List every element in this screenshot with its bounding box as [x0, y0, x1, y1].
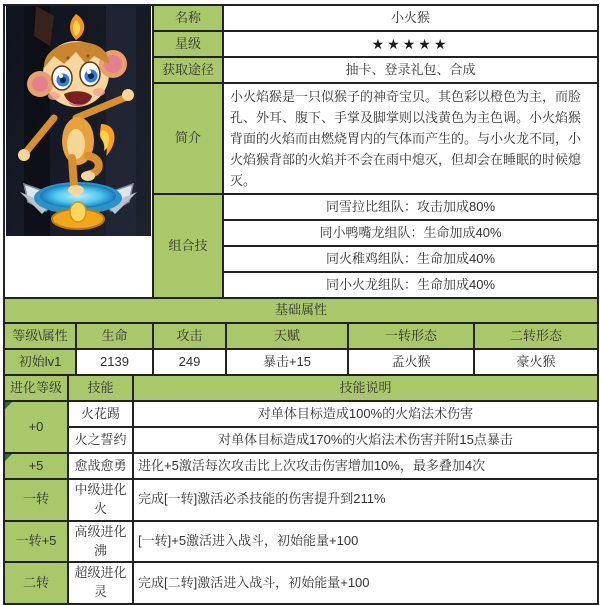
combo-item: 同火稚鸡组队：生命加成40% [223, 246, 598, 272]
intro-text: 小火焰猴是一只似猴子的神奇宝贝。其色彩以橙色为主，而脸孔、外耳、腹下、手掌及脚掌则以浅黄色为主色调。小火焰猴背面的火焰而由燃烧胃内的气体而产生的。与小火龙不同，小火焰猴背部的火焰并不会在雨中熄灭，但却会在睡眠的时候熄灭。 [223, 83, 598, 194]
skill-description: 对单体目标造成100%的火焰法术伤害 [133, 401, 598, 427]
info-table [3, 4, 599, 299]
star-rating-label: 星级 [153, 31, 223, 57]
table-row [4, 349, 598, 375]
evolution-level-cell: 一转+5 [4, 521, 68, 563]
comment-marker-icon [5, 454, 12, 461]
evo1-form-value: 孟火猴 [348, 349, 474, 375]
skill-description: 完成[一转]激活必杀技能的伤害提升到211% [133, 479, 598, 521]
column-header-evo2-form: 二转形态 [474, 323, 598, 349]
combo-label: 组合技 [153, 194, 223, 298]
skill-name: 火之誓约 [68, 427, 133, 453]
acquisition-value: 抽卡、登录礼包、合成 [223, 57, 598, 83]
evolution-level-cell: +0 [4, 401, 68, 453]
combo-item: 同小鸭嘴龙组队：生命加成40% [223, 220, 598, 246]
table-row [4, 453, 598, 479]
comment-marker-icon [5, 402, 12, 409]
skill-description: [一转]+5激活进入战斗，初始能量+100 [133, 521, 598, 563]
skill-description: 完成[二转]激活进入战斗，初始能量+100 [133, 562, 598, 604]
column-header-hp: 生命 [76, 323, 153, 349]
evolution-level-cell: 二转 [4, 562, 68, 604]
skill-name: 愈战愈勇 [68, 453, 133, 479]
character-info-sheet [3, 4, 597, 605]
level-cell: 初始lv1 [4, 349, 76, 375]
intro-label: 简介 [153, 83, 223, 194]
column-header-evo1-form: 一转形态 [348, 323, 474, 349]
skill-name: 超级进化灵 [68, 562, 133, 604]
base-attributes-title: 基础属性 [4, 298, 598, 323]
table-row [4, 562, 598, 604]
column-header-skill-description: 技能说明 [133, 375, 598, 401]
name-value: 小火猴 [223, 5, 598, 31]
table-row [4, 479, 598, 521]
skill-description: 对单体目标造成170%的火焰法术伤害并附15点暴击 [133, 427, 598, 453]
table-row [4, 401, 598, 427]
character-image-cell [4, 5, 153, 298]
hp-value: 2139 [76, 349, 153, 375]
base-attributes-table [3, 297, 599, 376]
skill-name: 火花踢 [68, 401, 133, 427]
table-row [4, 521, 598, 563]
evolution-level-cell: 一转 [4, 479, 68, 521]
column-header-attack: 攻击 [153, 323, 226, 349]
name-label: 名称 [153, 5, 223, 31]
combo-item: 同雪拉比组队：攻击加成80% [223, 194, 598, 220]
attack-value: 249 [153, 349, 226, 375]
star-rating-value: ★★★★★ [223, 31, 598, 57]
skill-name: 中级进化火 [68, 479, 133, 521]
skill-name: 高级进化沸 [68, 521, 133, 563]
skills-table [3, 374, 599, 605]
talent-value: 暴击+15 [226, 349, 348, 375]
skill-description: 进化+5激活每次攻击比上次攻击伤害增加10%，最多叠加4次 [133, 453, 598, 479]
evolution-level-cell: +5 [4, 453, 68, 479]
column-header-level: 等级\属性 [4, 323, 76, 349]
column-header-talent: 天赋 [226, 323, 348, 349]
evo2-form-value: 豪火猴 [474, 349, 598, 375]
combo-item: 同小火龙组队：生命加成40% [223, 272, 598, 298]
table-row [4, 427, 598, 453]
column-header-skill: 技能 [68, 375, 133, 401]
character-image [6, 6, 151, 236]
column-header-evolution-level: 进化等级 [4, 375, 68, 401]
acquisition-label: 获取途径 [153, 57, 223, 83]
